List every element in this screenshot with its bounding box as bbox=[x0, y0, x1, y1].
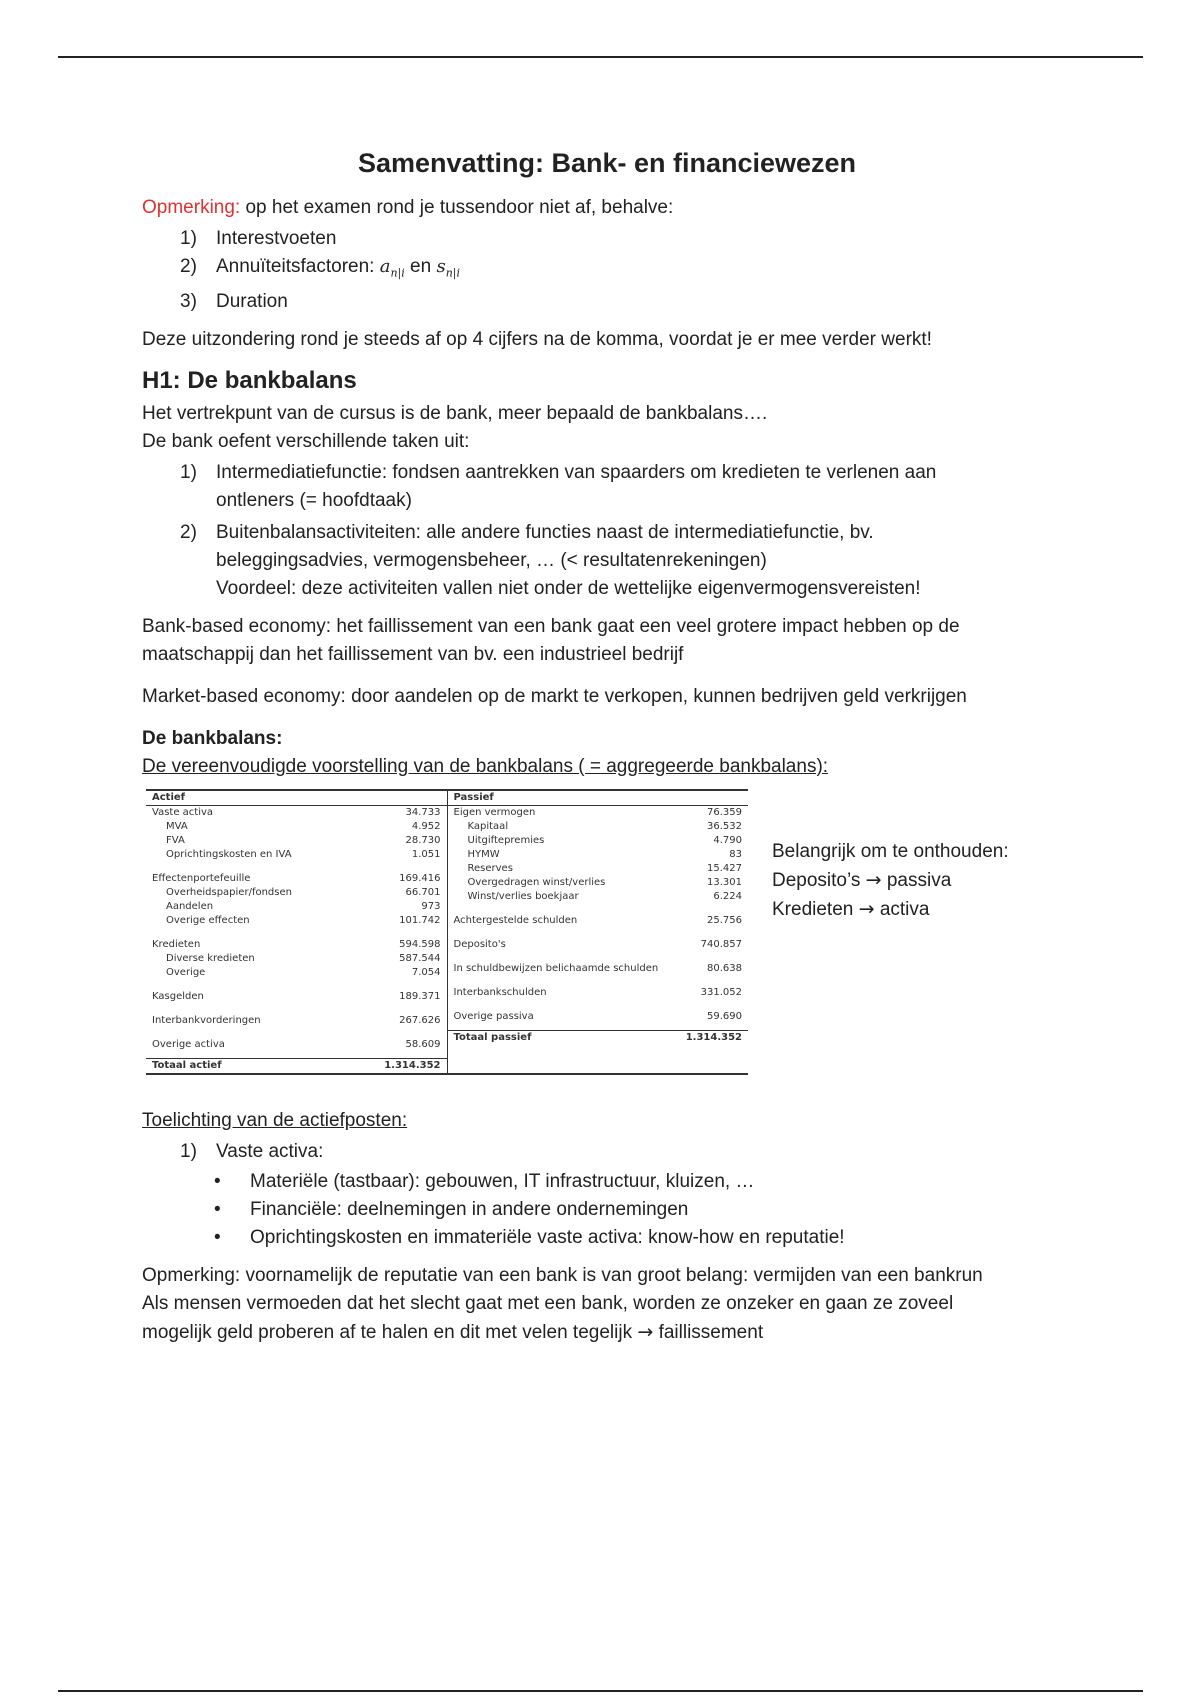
table-row bbox=[152, 900, 441, 914]
table-row bbox=[152, 806, 441, 820]
table-row bbox=[152, 1014, 441, 1028]
arrow-right-icon: → bbox=[637, 1320, 654, 1343]
side-note-line: Deposito’s → passiva bbox=[772, 868, 952, 891]
bottom-rule bbox=[58, 1690, 1143, 1692]
row-label: Aandelen bbox=[166, 900, 214, 912]
row-value: 973 bbox=[421, 900, 441, 912]
list-item: 1) Vaste activa: bbox=[180, 1140, 324, 1162]
row-value: 6.224 bbox=[713, 890, 742, 902]
list-item: 3) Duration bbox=[180, 290, 288, 312]
row-label: Winst/verlies boekjaar bbox=[467, 890, 579, 902]
list-item: 2) Annuïteitsfactoren: $a_{n|i}$ en $s_{n|i}$ bbox=[180, 256, 461, 280]
table-row bbox=[454, 1010, 743, 1024]
table-row bbox=[152, 886, 441, 900]
row-label: Eigen vermogen bbox=[453, 806, 536, 818]
row-label: Reserves bbox=[467, 862, 513, 874]
remark-label: Opmerking: bbox=[142, 197, 241, 218]
row-label: Overige activa bbox=[152, 1038, 225, 1050]
toelichting-list bbox=[142, 1138, 1072, 1166]
tasks-list bbox=[142, 459, 1072, 603]
row-value: 189.371 bbox=[399, 990, 441, 1002]
row-value: 101.742 bbox=[399, 914, 441, 926]
row-value: 13.301 bbox=[707, 876, 742, 888]
row-value: 80.638 bbox=[707, 962, 742, 974]
row-label: Achtergestelde schulden bbox=[453, 914, 578, 926]
row-label: HYMW bbox=[467, 848, 500, 860]
document-page bbox=[142, 140, 1072, 1347]
table-row bbox=[454, 962, 743, 976]
table-row bbox=[152, 834, 441, 848]
table-row bbox=[454, 890, 743, 904]
table-row bbox=[454, 876, 743, 890]
table-row bbox=[152, 848, 441, 862]
row-value: 4.790 bbox=[713, 834, 742, 846]
list-item: 1) Interestvoeten bbox=[180, 228, 337, 249]
balance-figure bbox=[142, 789, 1072, 1075]
reputation-remark-1: Opmerking: voornamelijk de reputatie van een bank is van groot belang: vermijden van een bankrun bbox=[142, 1264, 983, 1286]
row-value: 1.051 bbox=[411, 848, 441, 860]
row-value: 169.416 bbox=[399, 872, 441, 884]
row-label: Overige passiva bbox=[453, 1010, 534, 1022]
balance-sheet-table bbox=[146, 789, 748, 1075]
row-label: Interbankvorderingen bbox=[152, 1014, 261, 1026]
side-note bbox=[772, 837, 1009, 924]
row-value: 59.690 bbox=[707, 1010, 742, 1022]
list-item: • Oprichtingskosten en immateriële vaste activa: know-how en reputatie! bbox=[214, 1224, 1072, 1252]
exception-text: Deze uitzondering rond je steeds af op 4 cijfers na de komma, voordat je er mee verder werkt! bbox=[142, 328, 932, 350]
list-item: 2) Buitenbalansactiviteiten: alle andere functies naast de intermediatiefunctie, bv. beleggingsadvies, vermogensbeheer, … (< resultatenrekeningen) Voordeel: deze activiteiten vallen niet onder de wettelijke eigenvermogensvereisten! bbox=[180, 521, 921, 599]
remark-list bbox=[142, 225, 1072, 316]
table-row bbox=[454, 938, 743, 952]
annuity-s-symbol: $s_{n|i}$ bbox=[436, 256, 461, 280]
totaal-passief-row: Totaal passief 1.314.352 bbox=[448, 1030, 749, 1045]
row-value: 36.532 bbox=[707, 820, 742, 832]
row-value: 66.701 bbox=[405, 886, 441, 898]
row-value: 7.054 bbox=[411, 966, 441, 978]
table-row bbox=[152, 966, 441, 980]
remark-text: op het examen rond je tussendoor niet af, behalve: bbox=[240, 197, 674, 218]
table-row bbox=[454, 986, 743, 1000]
intro-line-2: De bank oefent verschillende taken uit: bbox=[142, 430, 470, 452]
row-value: 83 bbox=[729, 848, 742, 860]
bullet-icon: • bbox=[214, 1170, 221, 1192]
row-value: 58.609 bbox=[405, 1038, 441, 1050]
row-label: MVA bbox=[166, 820, 188, 832]
table-row bbox=[152, 914, 441, 928]
table-row bbox=[152, 872, 441, 886]
row-value: 587.544 bbox=[399, 952, 441, 964]
table-row bbox=[152, 820, 441, 834]
side-note-line: Kredieten → activa bbox=[772, 897, 930, 920]
balance-subheading: De vereenvoudigde voorstelling van de bankbalans ( = aggregeerde bankbalans): bbox=[142, 755, 829, 777]
row-label: Kasgelden bbox=[152, 990, 204, 1002]
totaal-actief-row: Totaal actief 1.314.352 bbox=[146, 1058, 447, 1073]
passief-header: Passief bbox=[448, 791, 749, 806]
row-value: 267.626 bbox=[399, 1014, 441, 1026]
list-item: 1) Intermediatiefunctie: fondsen aantrekken van spaarders om kredieten te verlenen aan ontleners (= hoofdtaak) bbox=[180, 461, 937, 511]
toelichting-heading: Toelichting van de actiefposten: bbox=[142, 1109, 408, 1131]
table-row bbox=[454, 914, 743, 928]
row-label: Effectenportefeuille bbox=[152, 872, 251, 884]
top-rule bbox=[58, 56, 1143, 58]
row-label: Oprichtingskosten en IVA bbox=[166, 848, 292, 860]
remark-line bbox=[142, 194, 1072, 222]
reputation-remark-3: mogelijk geld proberen af te halen en dit met velen tegelijk → faillissement bbox=[142, 1320, 764, 1343]
row-value: 594.598 bbox=[399, 938, 441, 950]
row-value: 331.052 bbox=[700, 986, 742, 998]
market-based-text: Market-based economy: door aandelen op de markt te verkopen, kunnen bedrijven geld verkrijgen bbox=[142, 685, 967, 707]
arrow-right-icon: → bbox=[865, 868, 882, 891]
passief-column bbox=[448, 791, 749, 1073]
row-label: Uitgiftepremies bbox=[467, 834, 545, 846]
row-label: Vaste activa bbox=[152, 806, 214, 818]
table-row bbox=[152, 990, 441, 1004]
row-label: Kapitaal bbox=[467, 820, 509, 832]
table-row bbox=[152, 938, 441, 952]
table-row bbox=[454, 806, 743, 820]
row-label: Overgedragen winst/verlies bbox=[467, 876, 606, 888]
reputation-remark-2: Als mensen vermoeden dat het slecht gaat met een bank, worden ze onzeker en gaan ze zoveel bbox=[142, 1292, 954, 1314]
row-label: Overige effecten bbox=[166, 914, 250, 926]
table-row bbox=[454, 848, 743, 862]
bullet-icon: • bbox=[214, 1226, 221, 1248]
actief-column bbox=[146, 791, 448, 1073]
row-label: Overheidspapier/fondsen bbox=[166, 886, 292, 898]
actief-header: Actief bbox=[146, 791, 447, 806]
arrow-right-icon: → bbox=[858, 897, 875, 920]
row-value: 76.359 bbox=[707, 806, 742, 818]
row-label: Interbankschulden bbox=[453, 986, 547, 998]
row-label: Diverse kredieten bbox=[166, 952, 255, 964]
balance-heading: De bankbalans: bbox=[142, 727, 283, 749]
table-row bbox=[152, 1038, 441, 1052]
side-note-title: Belangrijk om te onthouden: bbox=[772, 840, 1009, 862]
annuity-a-symbol: $a_{n|i}$ bbox=[379, 256, 405, 280]
row-label: In schuldbewijzen belichaamde schulden bbox=[453, 962, 659, 974]
row-value: 28.730 bbox=[405, 834, 441, 846]
bank-based-text: Bank-based economy: het faillissement van een bank gaat een veel grotere impact hebben op de maatschappij dan het faillissement van bv. een industrieel bedrijf bbox=[142, 615, 960, 665]
row-value: 25.756 bbox=[707, 914, 742, 926]
row-label: Overige bbox=[166, 966, 206, 978]
row-value: 34.733 bbox=[405, 806, 441, 818]
table-row bbox=[152, 952, 441, 966]
row-value: 740.857 bbox=[700, 938, 742, 950]
intro-line-1: Het vertrekpunt van de cursus is de bank, meer bepaald de bankbalans…. bbox=[142, 402, 768, 424]
section-heading: H1: De bankbalans bbox=[142, 366, 357, 394]
list-item: • Financiële: deelnemingen in andere ondernemingen bbox=[214, 1196, 1072, 1224]
table-row bbox=[454, 862, 743, 876]
row-value: 4.952 bbox=[411, 820, 441, 832]
row-label: FVA bbox=[166, 834, 185, 846]
list-item: • Materiële (tastbaar): gebouwen, IT infrastructuur, kluizen, … bbox=[214, 1168, 1072, 1196]
row-value: 15.427 bbox=[707, 862, 742, 874]
row-label: Deposito's bbox=[453, 938, 506, 950]
vaste-activa-bullets bbox=[142, 1168, 1072, 1252]
bullet-icon: • bbox=[214, 1198, 221, 1220]
table-row bbox=[454, 820, 743, 834]
table-row bbox=[454, 834, 743, 848]
page-title: Samenvatting: Bank- en financiewezen bbox=[357, 148, 857, 178]
row-label: Kredieten bbox=[152, 938, 201, 950]
